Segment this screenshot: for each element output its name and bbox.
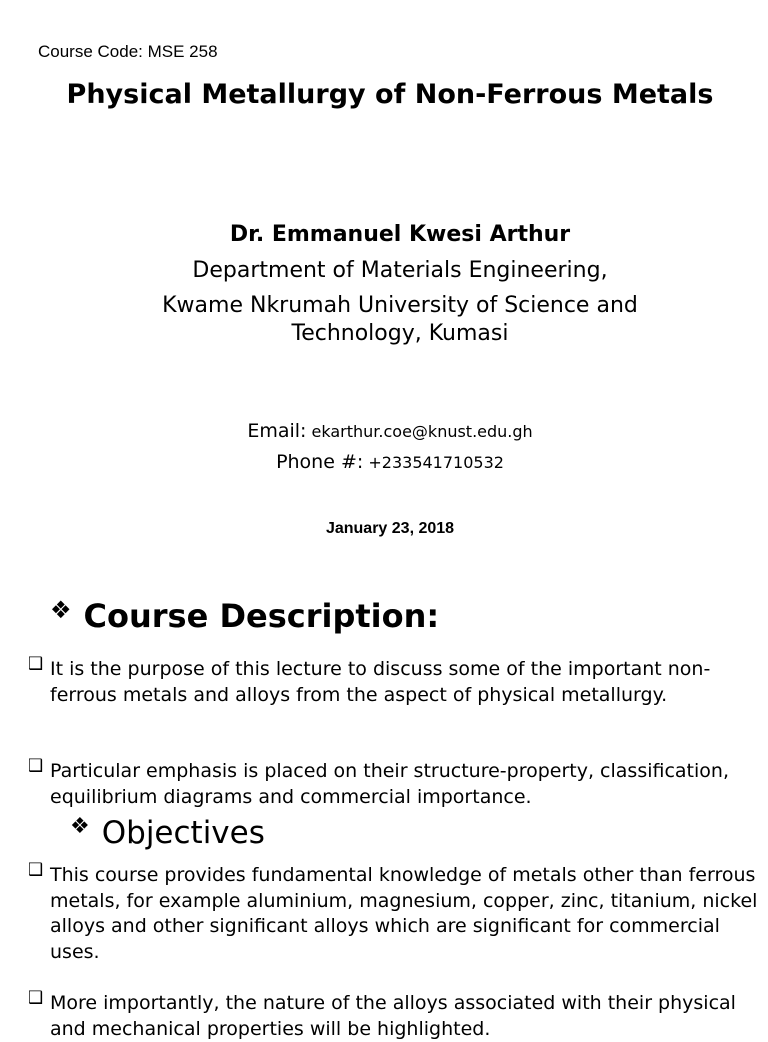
list-item-text: Particular emphasis is placed on their structure-property, classification, equilibrium diagrams and commercial importance. [50, 760, 729, 808]
checkbox-icon: ❑ [28, 654, 44, 674]
list-item-text: More importantly, the nature of the alloys associated with their physical and mechanical properties will be highlighted. [50, 992, 736, 1040]
list-item [28, 756, 758, 810]
checkbox-icon: ❑ [28, 988, 44, 1008]
checkbox-icon: ❑ [28, 756, 44, 776]
email-label: Email: [247, 420, 307, 442]
course-description-heading-text: Course Description: [83, 597, 440, 635]
author-department: Department of Materials Engineering, [192, 258, 608, 283]
course-code: Course Code: MSE 258 [38, 42, 218, 61]
email-address: ekarthur.coe@knust.edu.gh [311, 422, 533, 441]
document-title: Physical Metallurgy of Non-Ferrous Metals [66, 79, 714, 110]
phone-number: +233541710532 [368, 453, 504, 472]
author-name: Dr. Emmanuel Kwesi Arthur [229, 222, 571, 247]
course-description-heading [50, 596, 439, 636]
list-item-text: This course provides fundamental knowledge of metals other than ferrous metals, for example aluminium, magnesium, copper, zinc, titanium, nickel alloys and other significant alloys which are significant for commercial uses. [50, 864, 758, 963]
list-item [28, 860, 758, 965]
list-item [28, 988, 758, 1042]
list-item-text: It is the purpose of this lecture to discuss some of the important non-ferrous metals and alloys from the aspect of physical metallurgy. [50, 658, 711, 706]
author-university: Kwame Nkrumah University of Science and Technology, Kumasi [162, 293, 638, 346]
document-date: January 23, 2018 [325, 520, 455, 537]
phone-line [100, 451, 680, 473]
four-diamond-icon: ❖ [50, 596, 72, 624]
four-diamond-icon: ❖ [70, 814, 90, 839]
objectives-heading [70, 813, 265, 853]
email-line [100, 420, 680, 442]
phone-label: Phone #: [276, 451, 364, 473]
list-item [28, 654, 758, 708]
objectives-heading-text: Objectives [101, 815, 265, 851]
checkbox-icon: ❑ [28, 860, 44, 880]
